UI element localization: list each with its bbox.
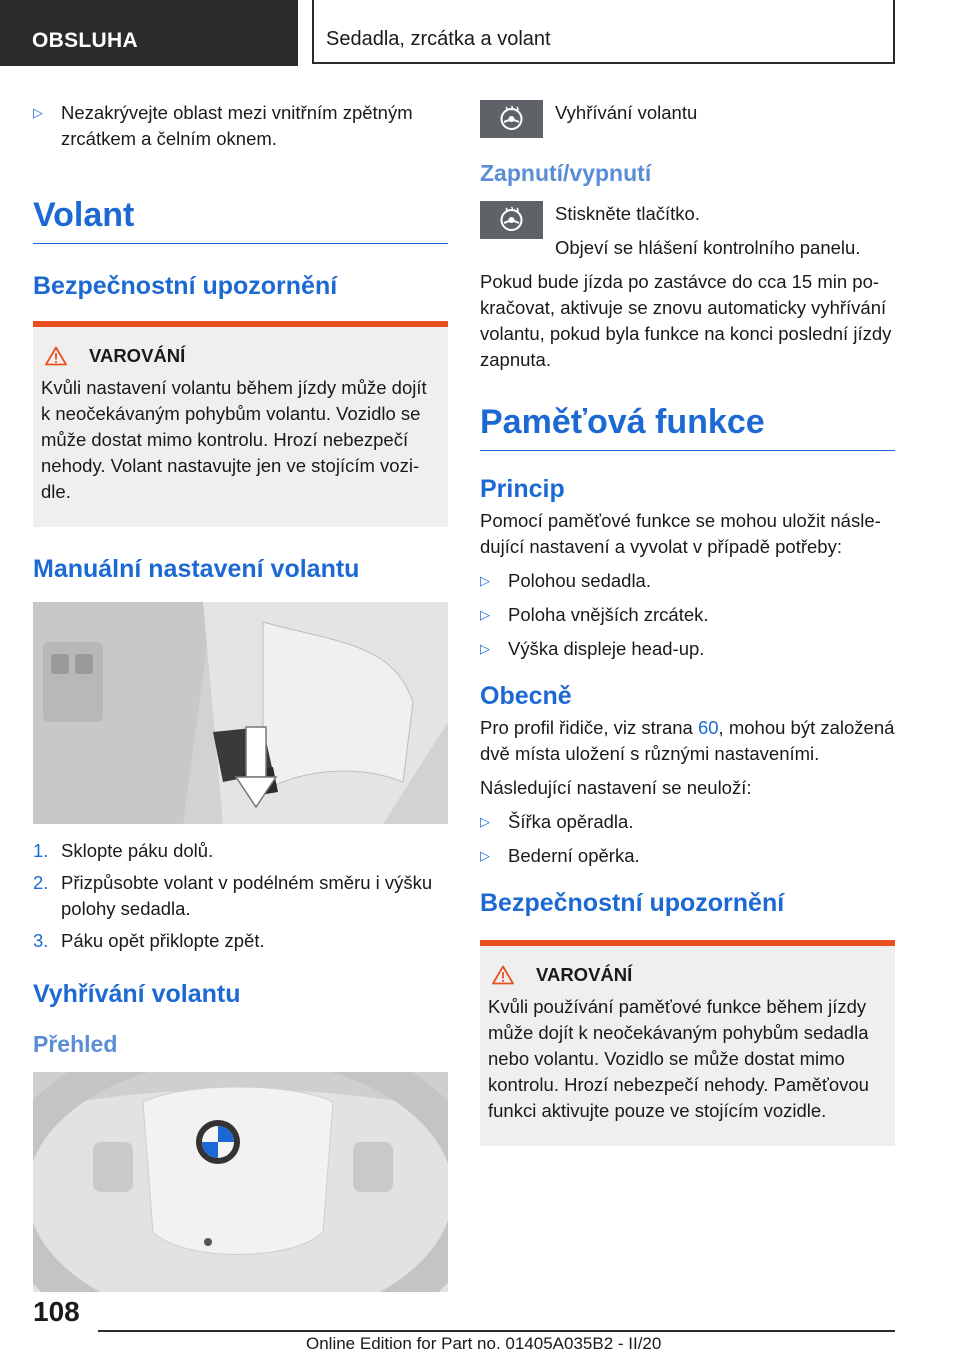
- step-number: 1.: [33, 840, 49, 861]
- heading-safety: Bezpečnostní upozornění: [480, 889, 785, 917]
- warning-box: [33, 321, 448, 527]
- page-number: 108: [33, 1296, 80, 1327]
- list-item: ▷ Výška displeje head-up.: [480, 636, 895, 662]
- heading-manual-adjust: Manuální nastavení volantu: [33, 555, 360, 583]
- footer-divider: [98, 1330, 895, 1332]
- page-link[interactable]: 60: [697, 717, 719, 738]
- steering-heating-button-icon: [480, 201, 543, 239]
- heading-steering-heating: Vyhřívání volantu: [33, 980, 241, 1008]
- heading-overview: Přehled: [33, 1031, 118, 1057]
- footer-edition: Online Edition for Part no. 01405A035B2 - II/20: [306, 1334, 662, 1353]
- steering-column-lever-image: [33, 602, 448, 824]
- left-column: [33, 100, 448, 1292]
- intro-bullet: ▷ Nezakrývejte oblast mezi vnitřním zpětným zrcátkem a čelním oknem.: [33, 100, 448, 152]
- warning-title: [492, 964, 881, 986]
- warning-title-text: VAROVÁNÍ: [536, 964, 633, 985]
- general-text-part: Pro profil řidiče, viz strana: [480, 717, 698, 738]
- right-column: [480, 100, 895, 1146]
- not-saved-list: [480, 809, 895, 869]
- heading-memory-function: Paměťová funkce: [480, 403, 895, 451]
- warning-text: Kvůli používání paměťové funkce během jízdy může dojít k neočekávaným pohybům sedadla nebo volantu. Vozidlo se může dostat mimo kontrolu. Hrozí nebezpečí nehody. Paměťovou funkci aktivujte pouze ve stojícím vozidle.: [488, 996, 869, 1121]
- principle-text: Pomocí paměťové funkce se mohou uložit následující nastavení a vyvolat v případě potřeby:: [480, 510, 881, 557]
- heading-general: Obecně: [480, 682, 572, 710]
- auto-reactivation-text: Pokud bude jízda po zastávce do cca 15 min pokračovat, aktivuje se znovu automaticky vyhřívání volantu, pokud byla funkce na konci poslední jízdy zapnuta.: [480, 271, 892, 370]
- list-item: ▷ Polohou sedadla.: [480, 568, 895, 594]
- steering-wheel-image: [33, 1072, 448, 1292]
- message-note: Objeví se hlášení kontrolního panelu.: [555, 237, 861, 258]
- warning-triangle-icon: [492, 965, 514, 985]
- heading-volant: Volant: [33, 196, 448, 244]
- step-text: Přizpůsobte volant v podélném směru i výšku polohy sedadla.: [61, 872, 433, 919]
- list-item: ▷ Bederní opěrka.: [480, 843, 895, 869]
- list-item: ▷ Šířka opěradla.: [480, 809, 895, 835]
- chapter-title: Sedadla, zrcátka a volant: [312, 0, 895, 64]
- steering-heating-button-icon: [480, 100, 543, 138]
- step-number: 3.: [33, 930, 49, 951]
- warning-triangle-icon: [45, 346, 67, 366]
- warning-title-text: VAROVÁNÍ: [89, 345, 186, 366]
- not-saved-text: Následující nastavení se neuloží:: [480, 777, 752, 798]
- press-button-row: [480, 201, 895, 261]
- general-text-part: , mohou být založená dvě místa uložení s různými nastaveními.: [480, 717, 895, 764]
- general-text: [480, 715, 895, 767]
- press-instruction: Stiskněte tlačítko.: [555, 203, 700, 224]
- heating-label: Vyhřívání volantu: [555, 102, 698, 123]
- step-text: Páku opět přiklopte zpět.: [61, 930, 265, 951]
- step-text: Sklopte páku dolů.: [61, 840, 214, 861]
- heading-safety: Bezpečnostní upozornění: [33, 272, 338, 300]
- heading-on-off: Zapnutí/vypnutí: [480, 160, 652, 186]
- heading-principle: Princip: [480, 475, 565, 503]
- list-item: ▷ Poloha vnějších zrcátek.: [480, 602, 895, 628]
- list-item: [33, 838, 448, 864]
- list-item: [33, 870, 448, 922]
- section-tab: OBSLUHA: [0, 0, 298, 66]
- warning-title: [45, 345, 434, 367]
- principle-list: [480, 568, 895, 662]
- warning-text: Kvůli nastavení volantu během jízdy může dojít k neočekávaným pohybům volantu. Vozidlo se může dostat mimo kontrolu. Hrozí nebezpečí nehody. Volant nastavujte jen ve stojícím vozidle.: [41, 377, 427, 502]
- heating-label-row: [480, 100, 895, 140]
- list-item: [33, 928, 448, 954]
- steps-list: [33, 838, 448, 954]
- warning-box: [480, 940, 895, 1146]
- step-number: 2.: [33, 872, 49, 893]
